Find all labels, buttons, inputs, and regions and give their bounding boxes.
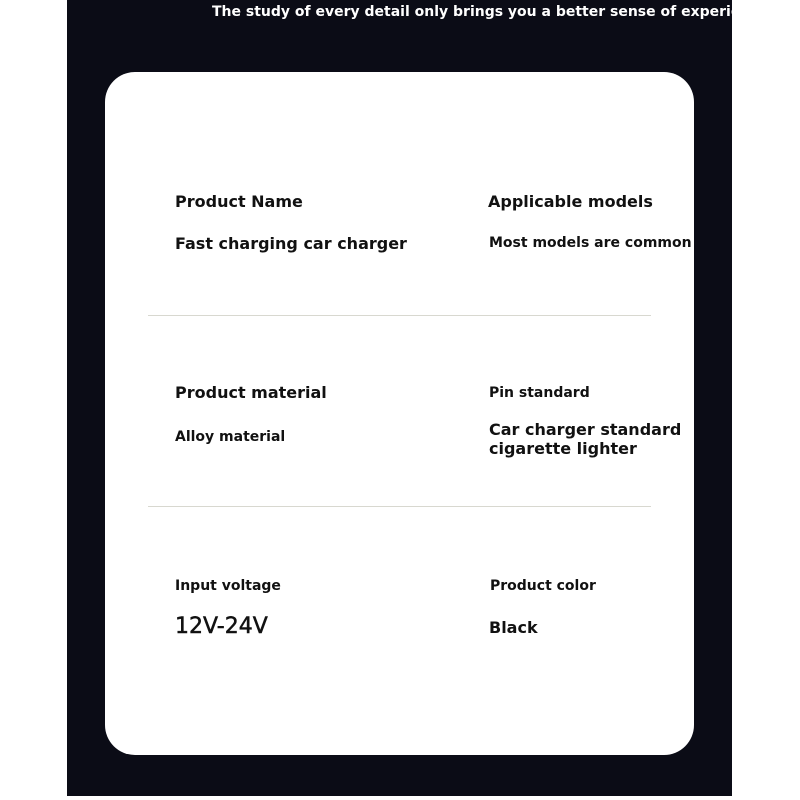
applicable-models-value: Most models are common bbox=[489, 235, 692, 251]
product-material-value: Alloy material bbox=[175, 429, 286, 445]
spec-card bbox=[105, 72, 694, 755]
product-color-value: Black bbox=[489, 618, 538, 637]
product-material-label: Product material bbox=[175, 383, 327, 402]
pin-standard-label: Pin standard bbox=[489, 385, 590, 401]
product-color-label: Product color bbox=[490, 578, 596, 594]
divider bbox=[148, 315, 651, 316]
product-name-label: Product Name bbox=[175, 192, 303, 211]
input-voltage-value: 12V-24V bbox=[175, 614, 268, 639]
divider bbox=[148, 506, 651, 507]
input-voltage-label: Input voltage bbox=[175, 578, 281, 594]
tagline: The study of every detail only brings you a better sense of experience. bbox=[212, 4, 774, 20]
product-name-value: Fast charging car charger bbox=[175, 234, 407, 253]
pin-standard-value: Car charger standard cigarette lighter bbox=[489, 420, 682, 458]
applicable-models-label: Applicable models bbox=[488, 192, 653, 211]
